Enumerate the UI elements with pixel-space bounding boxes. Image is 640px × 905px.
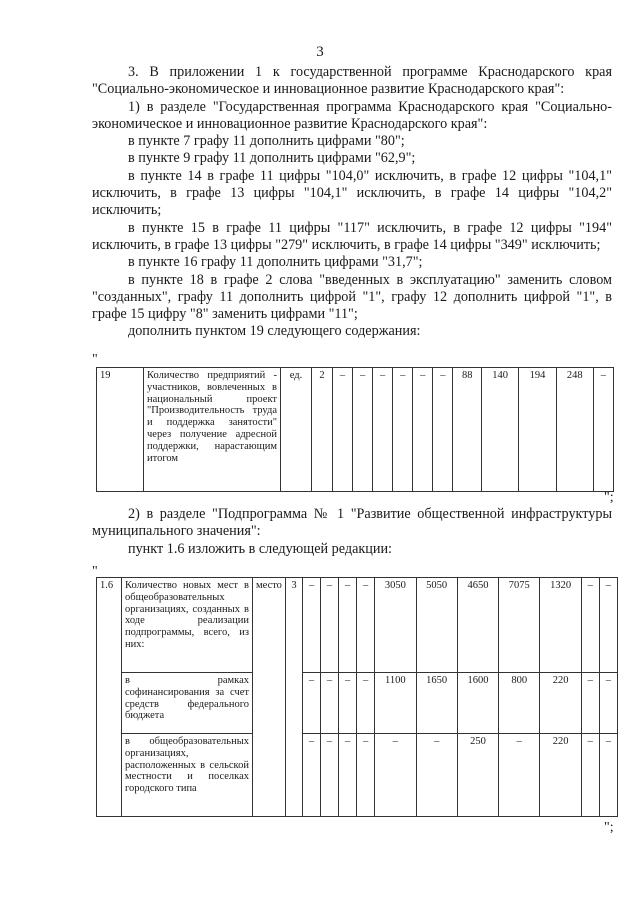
paragraph: 2) в разделе "Подпрограмма № 1 "Развитие общественной инфраструктуры муниципального значения": xyxy=(92,506,612,540)
quote-close-2: "; xyxy=(604,820,614,835)
paragraph: в пункте 15 в графе 11 цифры "117" исключить, в графе 12 цифры "194" исключить, в графе 13 цифры "279" исключить, в графе 14 цифры "349" исключить; xyxy=(92,219,612,253)
paragraph: в пункте 18 в графе 2 слова "введенных в эксплуатацию" заменить словом "созданных", графу 11 дополнить цифрой "1", графу 12 дополнить цифрой "1", в графе 15 цифру "8" заменить цифрами "11"; xyxy=(92,271,612,323)
cell-num: 1.6 xyxy=(97,578,122,817)
cell-name: Количество новых мест в общеобразовательных организациях, созданных в ходе реализации подпрограммы, всего, из них: xyxy=(122,578,253,673)
cell-name: Количество предприятий - участников, вовлеченных в национальный проект "Производительность труда и поддержка занятости" через получение адресной поддержки, нарастающим итогом xyxy=(144,368,281,492)
cell-value: – xyxy=(339,578,357,673)
cell-num: 19 xyxy=(97,368,144,492)
cell-value: 88 xyxy=(453,368,482,492)
cell-value: – xyxy=(339,734,357,817)
cell-value: – xyxy=(599,578,617,673)
table-row xyxy=(97,734,618,817)
cell-value: 250 xyxy=(457,734,498,817)
paragraph: в пункте 7 графу 11 дополнить цифрами "80"; xyxy=(128,133,405,150)
quote-open-2: " xyxy=(92,564,98,579)
cell-value: – xyxy=(581,734,599,817)
cell-value: – xyxy=(393,368,413,492)
cell-value: – xyxy=(581,578,599,673)
cell-value: 5050 xyxy=(416,578,457,673)
cell-unit: место xyxy=(253,578,286,817)
cell-value: – xyxy=(599,734,617,817)
cell-value: – xyxy=(593,368,613,492)
cell-value: – xyxy=(302,578,320,673)
cell-value: 140 xyxy=(482,368,519,492)
cell-value: 4650 xyxy=(457,578,498,673)
cell-value: – xyxy=(433,368,453,492)
paragraph: пункт 1.6 изложить в следующей редакции: xyxy=(128,540,392,557)
cell-value: – xyxy=(353,368,373,492)
cell-value: – xyxy=(321,578,339,673)
page-number: 3 xyxy=(316,44,324,60)
cell-value: – xyxy=(339,673,357,734)
amendment-text-mid xyxy=(92,506,612,558)
paragraph: 1) в разделе "Государственная программа Краснодарского края "Социально-экономическое и инновационное развитие Краснодарского края": xyxy=(92,98,612,132)
cell-name: в общеобразовательных организациях, расположенных в сельской местности и поселках городского типа xyxy=(122,734,253,817)
cell-status: 2 xyxy=(312,368,333,492)
cell-value: – xyxy=(413,368,433,492)
paragraph: в пункте 16 графу 11 дополнить цифрами "31,7"; xyxy=(128,254,423,271)
cell-value: – xyxy=(321,734,339,817)
cell-value: 3050 xyxy=(375,578,416,673)
paragraph: дополнить пунктом 19 следующего содержания: xyxy=(128,323,421,340)
cell-value: 800 xyxy=(499,673,540,734)
cell-value: 1650 xyxy=(416,673,457,734)
quote-open-1: " xyxy=(92,352,98,367)
table-row xyxy=(97,673,618,734)
table-point-1-6 xyxy=(96,577,618,817)
paragraph: в пункте 14 в графе 11 цифры "104,0" исключить, в графе 12 цифры "104,1" исключить, в графе 13 цифры "104,1" исключить, в графе 14 цифры "104,2" исключить; xyxy=(92,167,612,219)
cell-value: – xyxy=(357,734,375,817)
table-row xyxy=(97,368,614,492)
paragraph: 3. В приложении 1 к государственной программе Краснодарского края "Социально-экономическое и инновационное развитие Краснодарского края": xyxy=(92,64,612,98)
cell-value: – xyxy=(499,734,540,817)
cell-value: – xyxy=(302,673,320,734)
quote-close-1: "; xyxy=(604,490,614,505)
cell-value: – xyxy=(321,673,339,734)
cell-name: в рамках софинансирования за счет средств федерального бюджета xyxy=(122,673,253,734)
amendment-text-top xyxy=(92,64,612,341)
cell-value: – xyxy=(416,734,457,817)
cell-value: 220 xyxy=(540,734,581,817)
cell-status: 3 xyxy=(285,578,302,817)
paragraph: в пункте 9 графу 11 дополнить цифрами "62,9"; xyxy=(128,150,416,167)
cell-value: 220 xyxy=(540,673,581,734)
cell-value: – xyxy=(302,734,320,817)
cell-value: – xyxy=(581,673,599,734)
cell-value: 1100 xyxy=(375,673,416,734)
cell-value: 248 xyxy=(556,368,593,492)
cell-unit: ед. xyxy=(281,368,312,492)
cell-value: 1600 xyxy=(457,673,498,734)
table-point-19 xyxy=(96,367,614,492)
cell-value: – xyxy=(375,734,416,817)
cell-value: – xyxy=(333,368,353,492)
cell-value: 194 xyxy=(519,368,556,492)
cell-value: 7075 xyxy=(499,578,540,673)
cell-value: 1320 xyxy=(540,578,581,673)
cell-value: – xyxy=(373,368,393,492)
cell-value: – xyxy=(357,578,375,673)
cell-value: – xyxy=(599,673,617,734)
table-row xyxy=(97,578,618,673)
cell-value: – xyxy=(357,673,375,734)
